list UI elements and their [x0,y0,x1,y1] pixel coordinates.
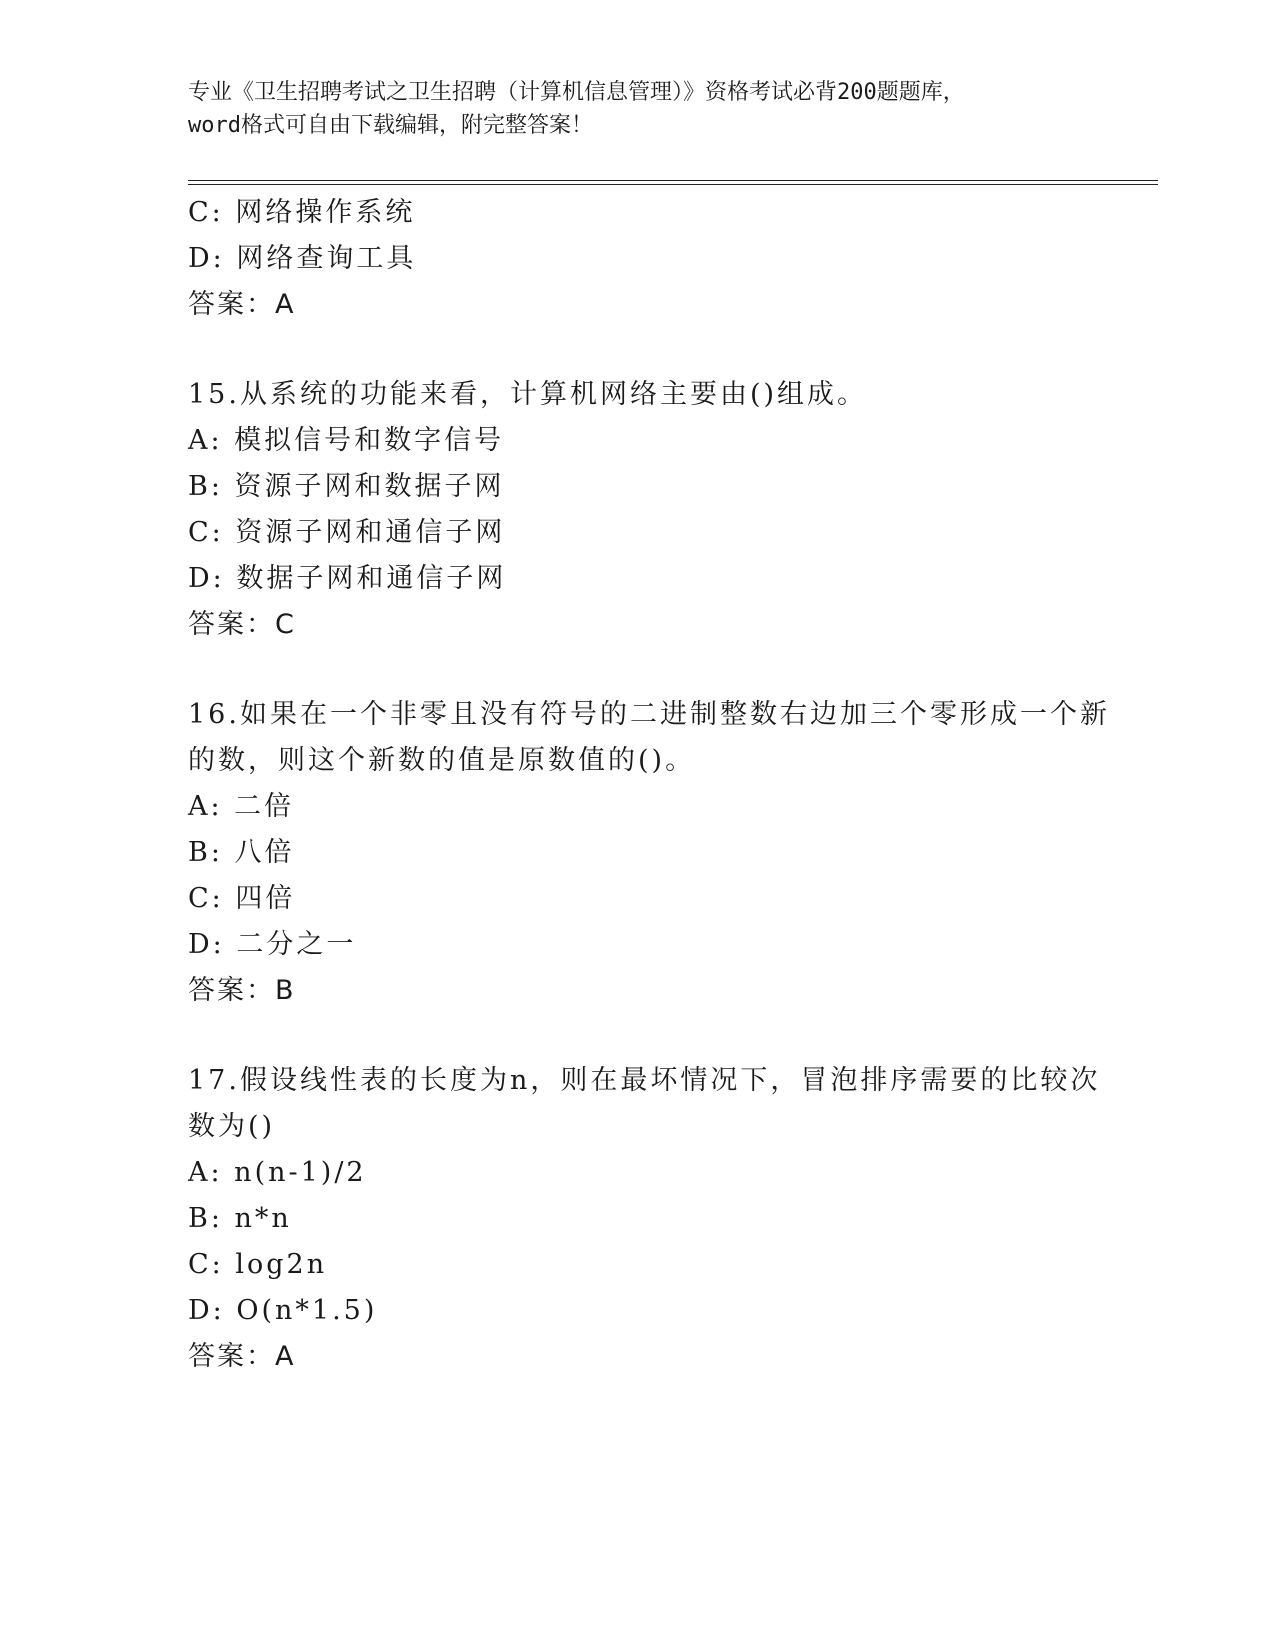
answer-label: 答案：A [188,1341,296,1372]
option-c: C: 资源子网和通信子网 [188,517,506,548]
question-stem-line-1: 17.假设线性表的长度为n，则在最坏情况下，冒泡排序需要的比较次 [188,1065,1101,1096]
question-17 [188,1058,1108,1380]
question-stem: 15.从系统的功能来看，计算机网络主要由()组成。 [188,379,868,410]
option-c: C: log2n [188,1249,328,1280]
question-stem-line-1: 16.如果在一个非零且没有符号的二进制整数右边加三个零形成一个新 [188,699,1110,730]
option-b: B: 资源子网和数据子网 [188,471,505,502]
question-stem-line-2: 数为() [188,1111,276,1142]
option-a: A: 二倍 [188,791,295,822]
option-c: C: 网络操作系统 [188,197,416,228]
option-a: A: n(n-1)/2 [188,1157,367,1188]
option-b: B: n*n [188,1203,292,1234]
option-a: A: 模拟信号和数字信号 [188,425,505,456]
header-line-1: 专业《卫生招聘考试之卫生招聘（计算机信息管理）》资格考试必背200题题库， [188,80,965,105]
option-d: D: 二分之一 [188,929,357,960]
option-b: B: 八倍 [188,837,295,868]
option-d: D: 网络查询工具 [188,243,417,274]
question-16 [188,692,1108,1014]
option-c: C: 四倍 [188,883,296,914]
header-divider [188,180,1158,185]
header-line-2: word格式可自由下载编辑，附完整答案！ [188,113,593,138]
option-d: D: O(n*1.5) [188,1295,378,1326]
answer-label: 答案：B [188,975,296,1006]
answer-label: 答案：C [188,609,296,640]
question-stem-line-2: 的数，则这个新数的值是原数值的()。 [188,745,696,776]
question-14-tail [188,190,1108,328]
option-d: D: 数据子网和通信子网 [188,563,507,594]
answer-label: 答案：A [188,289,296,320]
question-15 [188,372,1108,648]
document-header [188,76,1108,142]
question-list [188,190,1108,1380]
